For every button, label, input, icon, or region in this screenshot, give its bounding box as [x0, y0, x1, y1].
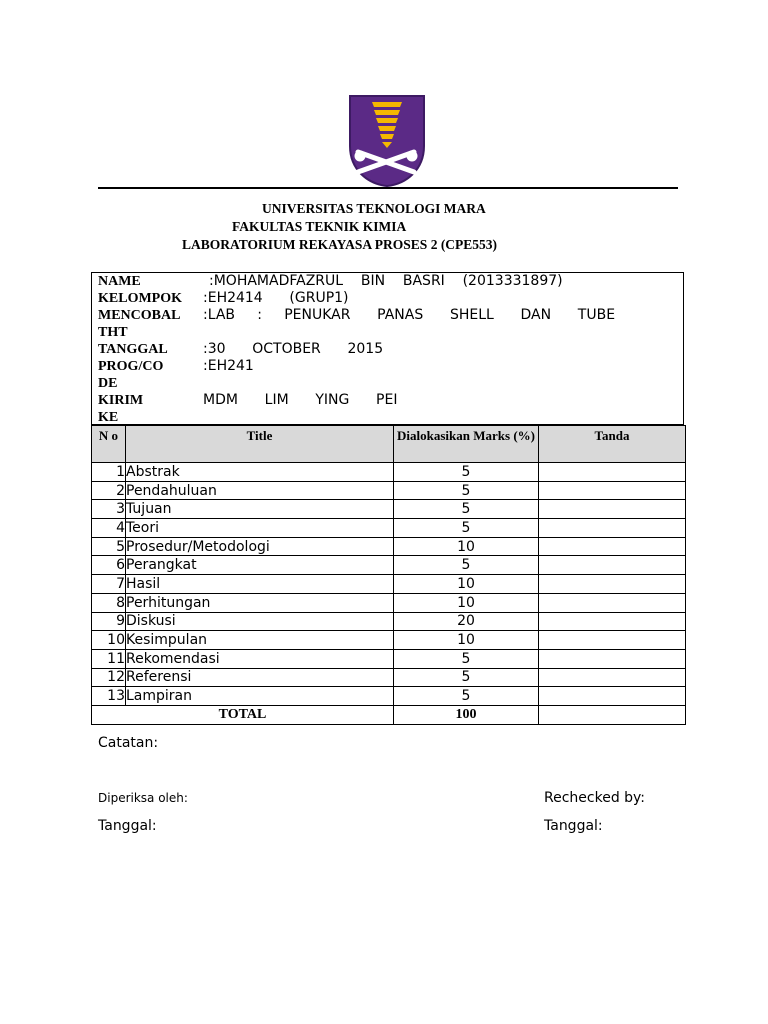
row-marks: 5	[394, 519, 539, 538]
row-marks: 5	[394, 463, 539, 482]
row-sign-cell[interactable]	[539, 575, 686, 594]
row-marks: 5	[394, 649, 539, 668]
row-sign-cell[interactable]	[539, 481, 686, 500]
header-rule	[98, 187, 678, 189]
row-marks: 10	[394, 537, 539, 556]
table-row	[92, 537, 686, 556]
row-sign-cell[interactable]	[539, 463, 686, 482]
table-row	[92, 631, 686, 650]
row-title: Hasil	[126, 575, 394, 594]
total-row	[92, 705, 686, 724]
row-marks: 5	[394, 500, 539, 519]
experiment-label-continued: THT	[98, 325, 128, 340]
row-no: 9	[92, 612, 126, 631]
row-title: Prosedur/Metodologi	[126, 537, 394, 556]
row-title: Diskusi	[126, 612, 394, 631]
row-no: 10	[92, 631, 126, 650]
row-title: Referensi	[126, 668, 394, 687]
date-left-label: Tanggal:	[98, 818, 157, 834]
total-sign-cell[interactable]	[539, 705, 686, 724]
marks-table	[91, 425, 686, 725]
row-sign-cell[interactable]	[539, 631, 686, 650]
table-row	[92, 519, 686, 538]
row-no: 3	[92, 500, 126, 519]
row-title: Lampiran	[126, 687, 394, 706]
university-name: UNIVERSITAS TEKNOLOGI MARA	[262, 201, 486, 216]
header-marks: Dialokasikan Marks (%)	[394, 426, 539, 463]
send-to-label-continued: KE	[98, 410, 119, 425]
rechecked-by-label: Rechecked by:	[544, 790, 646, 806]
row-marks: 5	[394, 687, 539, 706]
row-marks: 5	[394, 481, 539, 500]
table-row	[92, 500, 686, 519]
laboratory-name: LABORATORIUM REKAYASA PROSES 2 (CPE553)	[182, 237, 498, 252]
row-sign-cell[interactable]	[539, 500, 686, 519]
header-sign: Tanda	[539, 426, 686, 463]
send-to-value: MDM LIM YING PEI	[203, 392, 398, 408]
table-row	[92, 575, 686, 594]
row-sign-cell[interactable]	[539, 593, 686, 612]
row-title: Tujuan	[126, 500, 394, 519]
row-marks: 10	[394, 575, 539, 594]
row-sign-cell[interactable]	[539, 519, 686, 538]
row-no: 7	[92, 575, 126, 594]
table-row	[92, 612, 686, 631]
row-no: 11	[92, 649, 126, 668]
date-right-label: Tanggal:	[544, 818, 603, 834]
group-value: :EH2414 (GRUP1)	[203, 290, 349, 306]
table-row	[92, 649, 686, 668]
row-no: 1	[92, 463, 126, 482]
row-title: Abstrak	[126, 463, 394, 482]
table-row	[92, 687, 686, 706]
date-value: :30 OCTOBER 2015	[203, 341, 384, 357]
experiment-value: :LAB : PENUKAR PANAS SHELL DAN TUBE	[203, 307, 616, 323]
row-marks: 5	[394, 668, 539, 687]
checked-by-label: Diperiksa oleh:	[98, 791, 188, 805]
row-sign-cell[interactable]	[539, 537, 686, 556]
table-row	[92, 593, 686, 612]
row-no: 8	[92, 593, 126, 612]
table-row	[92, 463, 686, 482]
table-row	[92, 481, 686, 500]
name-label: NAME	[98, 274, 141, 289]
row-title: Pendahuluan	[126, 481, 394, 500]
row-marks: 5	[394, 556, 539, 575]
faculty-name: FAKULTAS TEKNIK KIMIA	[232, 219, 407, 234]
prog-code-label: PROG/CO	[98, 359, 164, 374]
send-to-label: KIRIM	[98, 393, 144, 408]
row-title: Perhitungan	[126, 593, 394, 612]
row-title: Perangkat	[126, 556, 394, 575]
name-value: :MOHAMADFAZRUL BIN BASRI (2013331897)	[209, 273, 563, 289]
university-logo	[348, 94, 426, 188]
table-row	[92, 556, 686, 575]
row-title: Rekomendasi	[126, 649, 394, 668]
row-no: 2	[92, 481, 126, 500]
row-sign-cell[interactable]	[539, 649, 686, 668]
header-no: N o	[92, 426, 126, 463]
row-marks: 10	[394, 593, 539, 612]
row-title: Teori	[126, 519, 394, 538]
row-sign-cell[interactable]	[539, 668, 686, 687]
total-value: 100	[394, 705, 539, 724]
row-marks: 10	[394, 631, 539, 650]
row-title: Kesimpulan	[126, 631, 394, 650]
row-marks: 20	[394, 612, 539, 631]
group-label: KELOMPOK	[98, 291, 182, 306]
prog-code-label-continued: DE	[98, 376, 118, 391]
row-no: 6	[92, 556, 126, 575]
row-no: 13	[92, 687, 126, 706]
experiment-label: MENCOBAL	[98, 308, 181, 323]
row-no: 5	[92, 537, 126, 556]
row-sign-cell[interactable]	[539, 612, 686, 631]
student-info-box	[91, 272, 684, 425]
row-sign-cell[interactable]	[539, 687, 686, 706]
total-label: TOTAL	[92, 705, 394, 724]
table-row	[92, 668, 686, 687]
row-no: 4	[92, 519, 126, 538]
row-sign-cell[interactable]	[539, 556, 686, 575]
table-header-row	[92, 426, 686, 463]
header-title: Title	[126, 426, 394, 463]
prog-code-value: :EH241	[203, 358, 254, 374]
notes-label: Catatan:	[98, 735, 159, 751]
row-no: 12	[92, 668, 126, 687]
date-label: TANGGAL	[98, 342, 168, 357]
